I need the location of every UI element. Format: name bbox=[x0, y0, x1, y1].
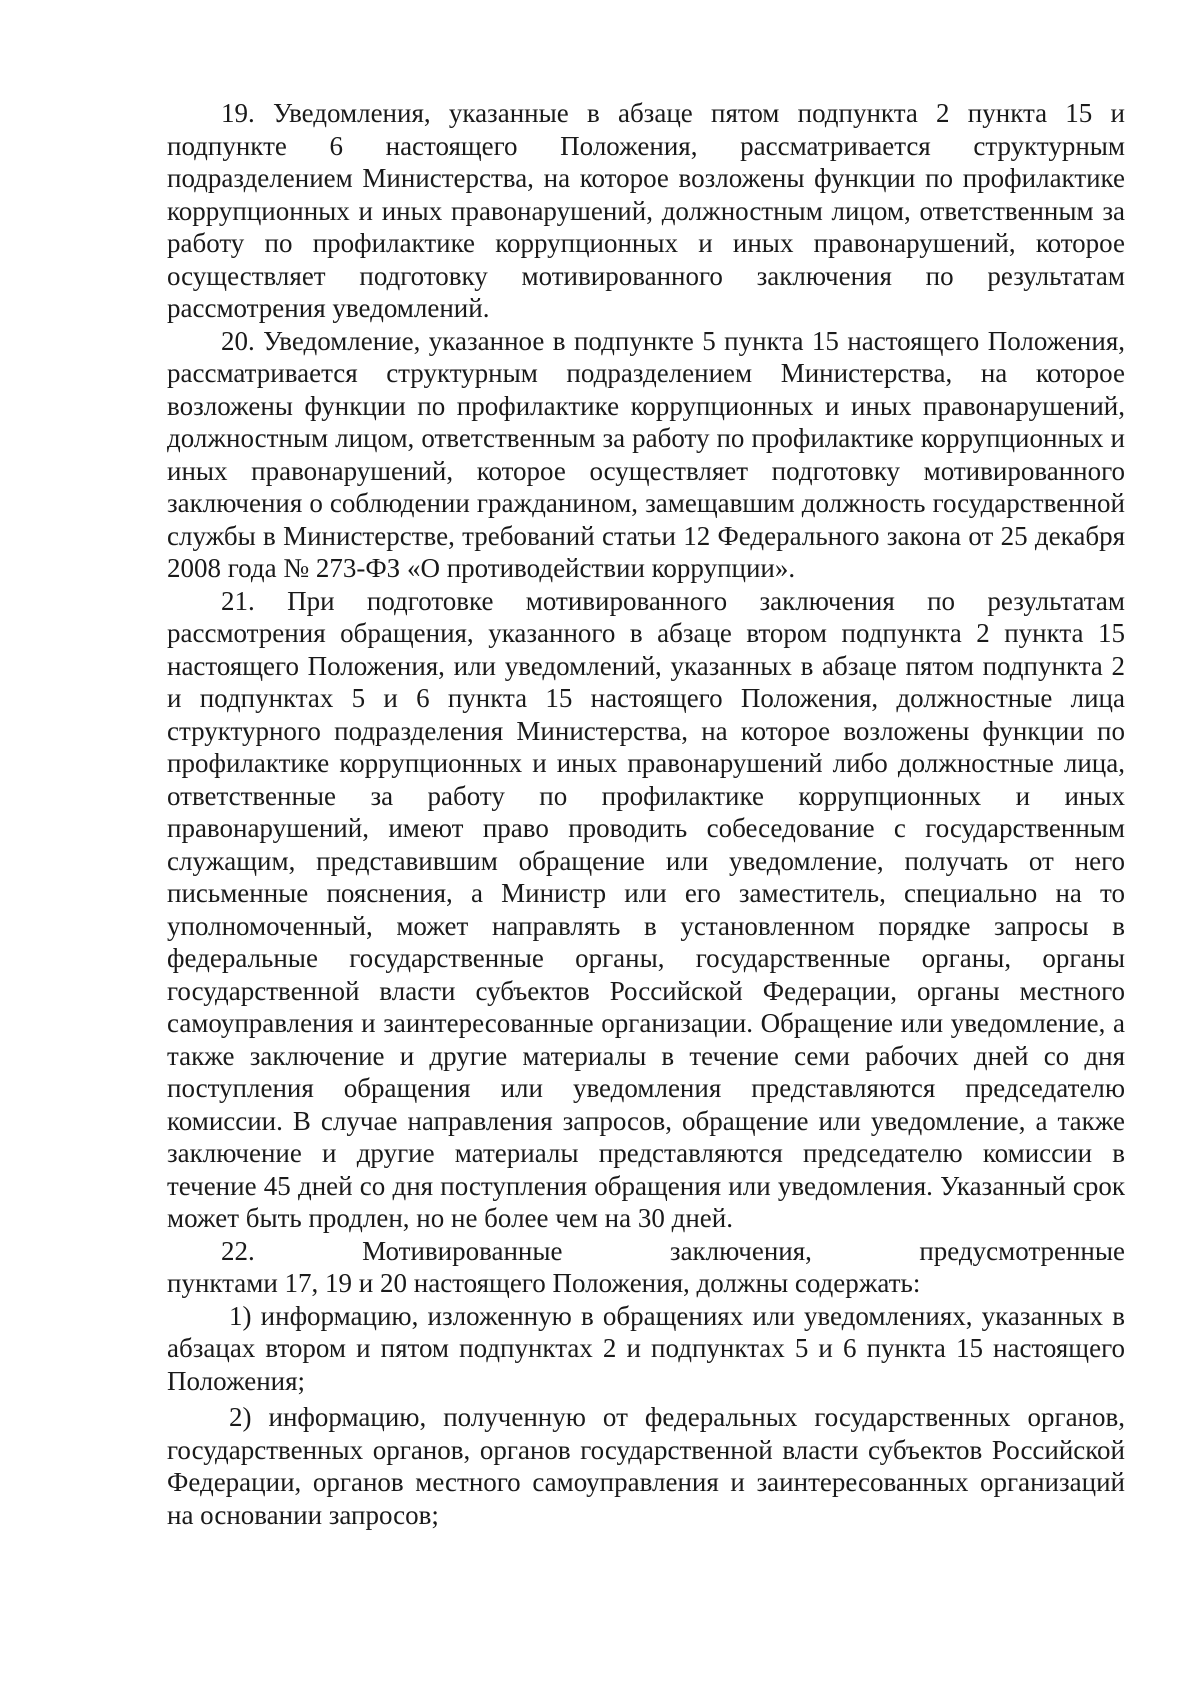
paragraph-20: 20. Уведомление, указанное в подпункте 5 пункта 15 настоящего Положения, рассматривается структурным подразделением Министерства, на которое возложены функции по профилактике коррупционных и иных правонарушений, должностным лицом, ответственным за работу по профилактике коррупционных и иных правонарушений, которое осуществляет подготовку мотивированного заключения о соблюдении гражданином, замещавшим должность государственной службы в Министерстве, требований статьи 12 Федерального закона от 25 декабря 2008 года № 273-ФЗ «О противодействии коррупции». bbox=[167, 325, 1125, 583]
document-body bbox=[167, 97, 1125, 1531]
list-item-2: 2) информацию, полученную от федеральных государственных органов, государственных органов, органов государственной власти субъектов Российской Федерации, органов местного самоуправления и заинтересованных организаций на основании запросов; bbox=[167, 1402, 1125, 1530]
list-item-1: 1) информацию, изложенную в обращениях или уведомлениях, указанных в абзацах втором и пятом подпунктах 2 и подпунктах 5 и 6 пункта 15 настоящего Положения; bbox=[167, 1300, 1125, 1396]
paragraph-21: 21. При подготовке мотивированного заключения по результатам рассмотрения обращения, указанного в абзаце втором подпункта 2 пункта 15 настоящего Положения, или уведомлений, указанных в абзаце пятом подпункта 2 и подпунктах 5 и 6 пункта 15 настоящего Положения, должностные лица структурного подразделения Министерства, на которое возложены функции по профилактике коррупционных и иных правонарушений либо должностные лица, ответственные за работу по профилактике коррупционных и иных правонарушений, имеют право проводить собеседование с государственным служащим, представившим обращение или уведомление, получать от него письменные пояснения, а Министр или его заместитель, специально на то уполномоченный, может направлять в установленном порядке запросы в федеральные государственные органы, государственные органы, органы государственной власти субъектов Российской Федерации, органы местного самоуправления и заинтересованные организации. Обращение или уведомление, а также заключение и другие материалы в течение семи рабочих дней со дня поступления обращения или уведомления представляются председателю комиссии. В случае направления запросов, обращение или уведомление, а также заключение и другие материалы представляются председателю комиссии в течение 45 дней со дня поступления обращения или уведомления. Указанный срок может быть продлен, но не более чем на 30 дней. bbox=[167, 585, 1125, 1233]
paragraph-19: 19. Уведомления, указанные в абзаце пятом подпункта 2 пункта 15 и подпункте 6 настоящего Положения, рассматривается структурным подразделением Министерства, на которое возложены функции по профилактике коррупционных и иных правонарушений, должностным лицом, ответственным за работу по профилактике коррупционных и иных правонарушений, которое осуществляет подготовку мотивированного заключения по результатам рассмотрения уведомлений. bbox=[167, 98, 1125, 323]
paragraph-22-heading: 22. Мотивированные заключения, предусмотренные bbox=[221, 1235, 1125, 1266]
paragraph-22-continuation: пунктами 17, 19 и 20 настоящего Положения, должны содержать: bbox=[167, 1268, 921, 1298]
